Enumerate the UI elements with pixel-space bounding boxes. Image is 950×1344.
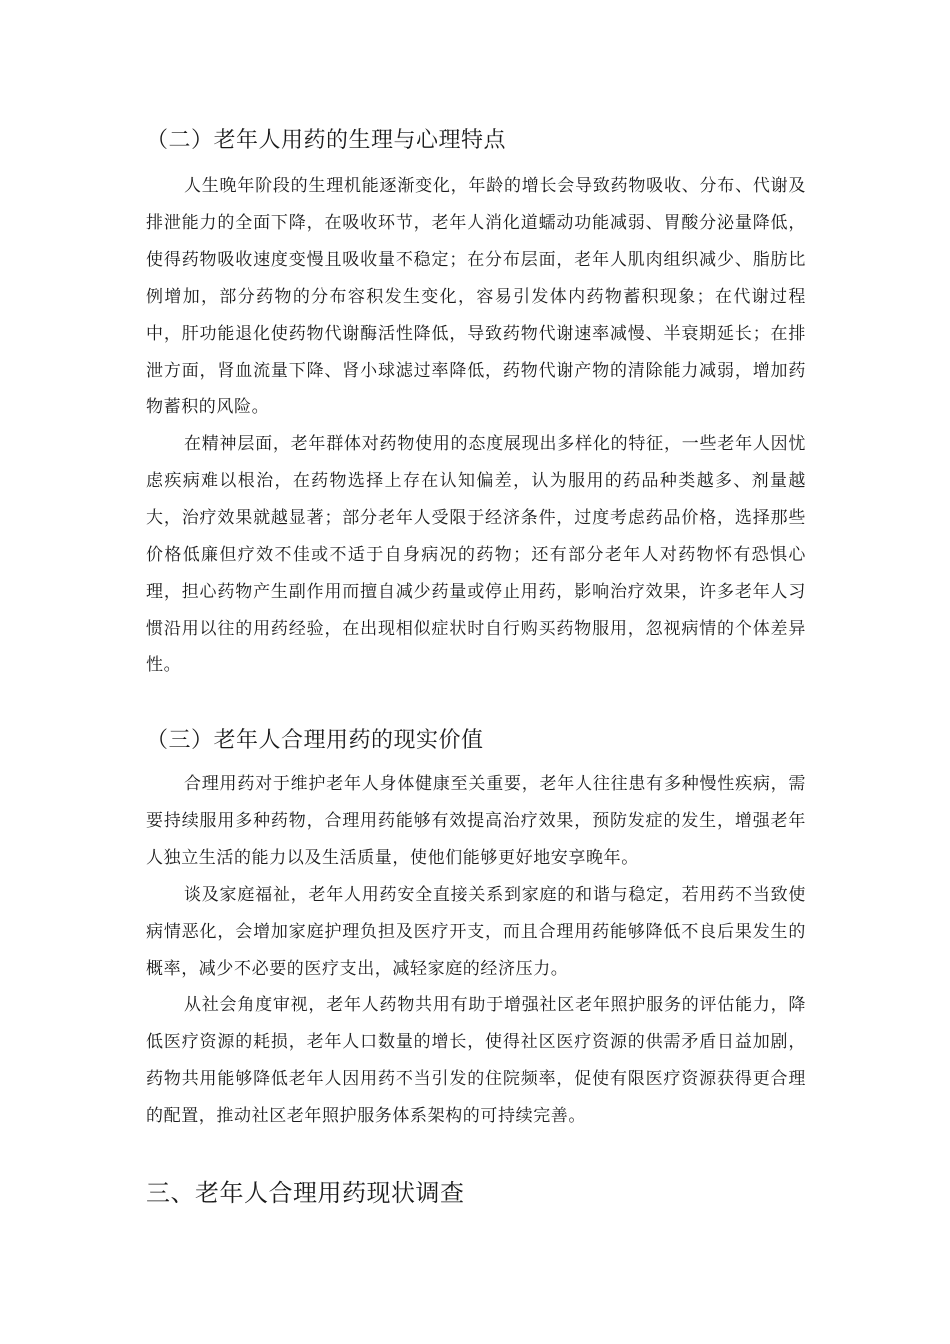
paragraph-social-value: 从社会角度审视，老年人药物共用有助于增强社区老年照护服务的评估能力，降低医疗资源的耗损，老年人口数量的增长，使得社区医疗资源的供需矛盾日益加剧，药物共用能够降低老年人因用药不当引发的住院频率，促使有限医疗资源获得更合理的配置，推动社区老年照护服务体系架构的可持续完善。 — [146, 995, 806, 1126]
paragraph-health-value: 合理用药对于维护老年人身体健康至关重要，老年人往往患有多种慢性疾病，需要持续服用多种药物，合理用药能够有效提高治疗效果，预防发症的发生，增强老年人独立生活的能力以及生活质量，使他们能够更好地安享晚年。 — [146, 774, 806, 868]
chapter-heading-3: 三、老年人合理用药现状调查 — [146, 1179, 465, 1207]
paragraph-physiology: 人生晚年阶段的生理机能逐渐变化，年龄的增长会导致药物吸收、分布、代谢及排泄能力的全面下降，在吸收环节，老年人消化道蠕动功能减弱、胃酸分泌量降低，使得药物吸收速度变慢且吸收量不稳定；在分布层面，老年人肌肉组织减少、脂肪比例增加，部分药物的分布容积发生变化，容易引发体内药物蓄积现象；在代谢过程中，肝功能退化使药物代谢酶活性降低，导致药物代谢速率减慢、半衰期延长；在排泄方面，肾血流量下降、肾小球滤过率降低，药物代谢产物的清除能力减弱，增加药物蓄积的风险。 — [146, 176, 806, 418]
paragraph-family-value: 谈及家庭福祉，老年人用药安全直接关系到家庭的和谐与稳定，若用药不当致使病情恶化，会增加家庭护理负担及医疗开支，而且合理用药能够降低不良后果发生的概率，减少不必要的医疗支出，减轻家庭的经济压力。 — [146, 885, 806, 979]
paragraph-psychology: 在精神层面，老年群体对药物使用的态度展现出多样化的特征，一些老年人因忧虑疾病难以根治，在药物选择上存在认知偏差，认为服用的药品种类越多、剂量越大，治疗效果就越显著；部分老年人受限于经济条件，过度考虑药品价格，选择那些价格低廉但疗效不佳或不适于自身病况的药物；还有部分老年人对药物怀有恐惧心理，担心药物产生副作用而擅自减少药量或停止用药，影响治疗效果，许多老年人习惯沿用以往的用药经验，在出现相似症状时自行购买药物服用，忽视病情的个体差异性。 — [146, 434, 806, 676]
section-heading-3: （三）老年人合理用药的现实价值 — [146, 728, 484, 753]
section-heading-2: （二）老年人用药的生理与心理特点 — [146, 128, 507, 153]
